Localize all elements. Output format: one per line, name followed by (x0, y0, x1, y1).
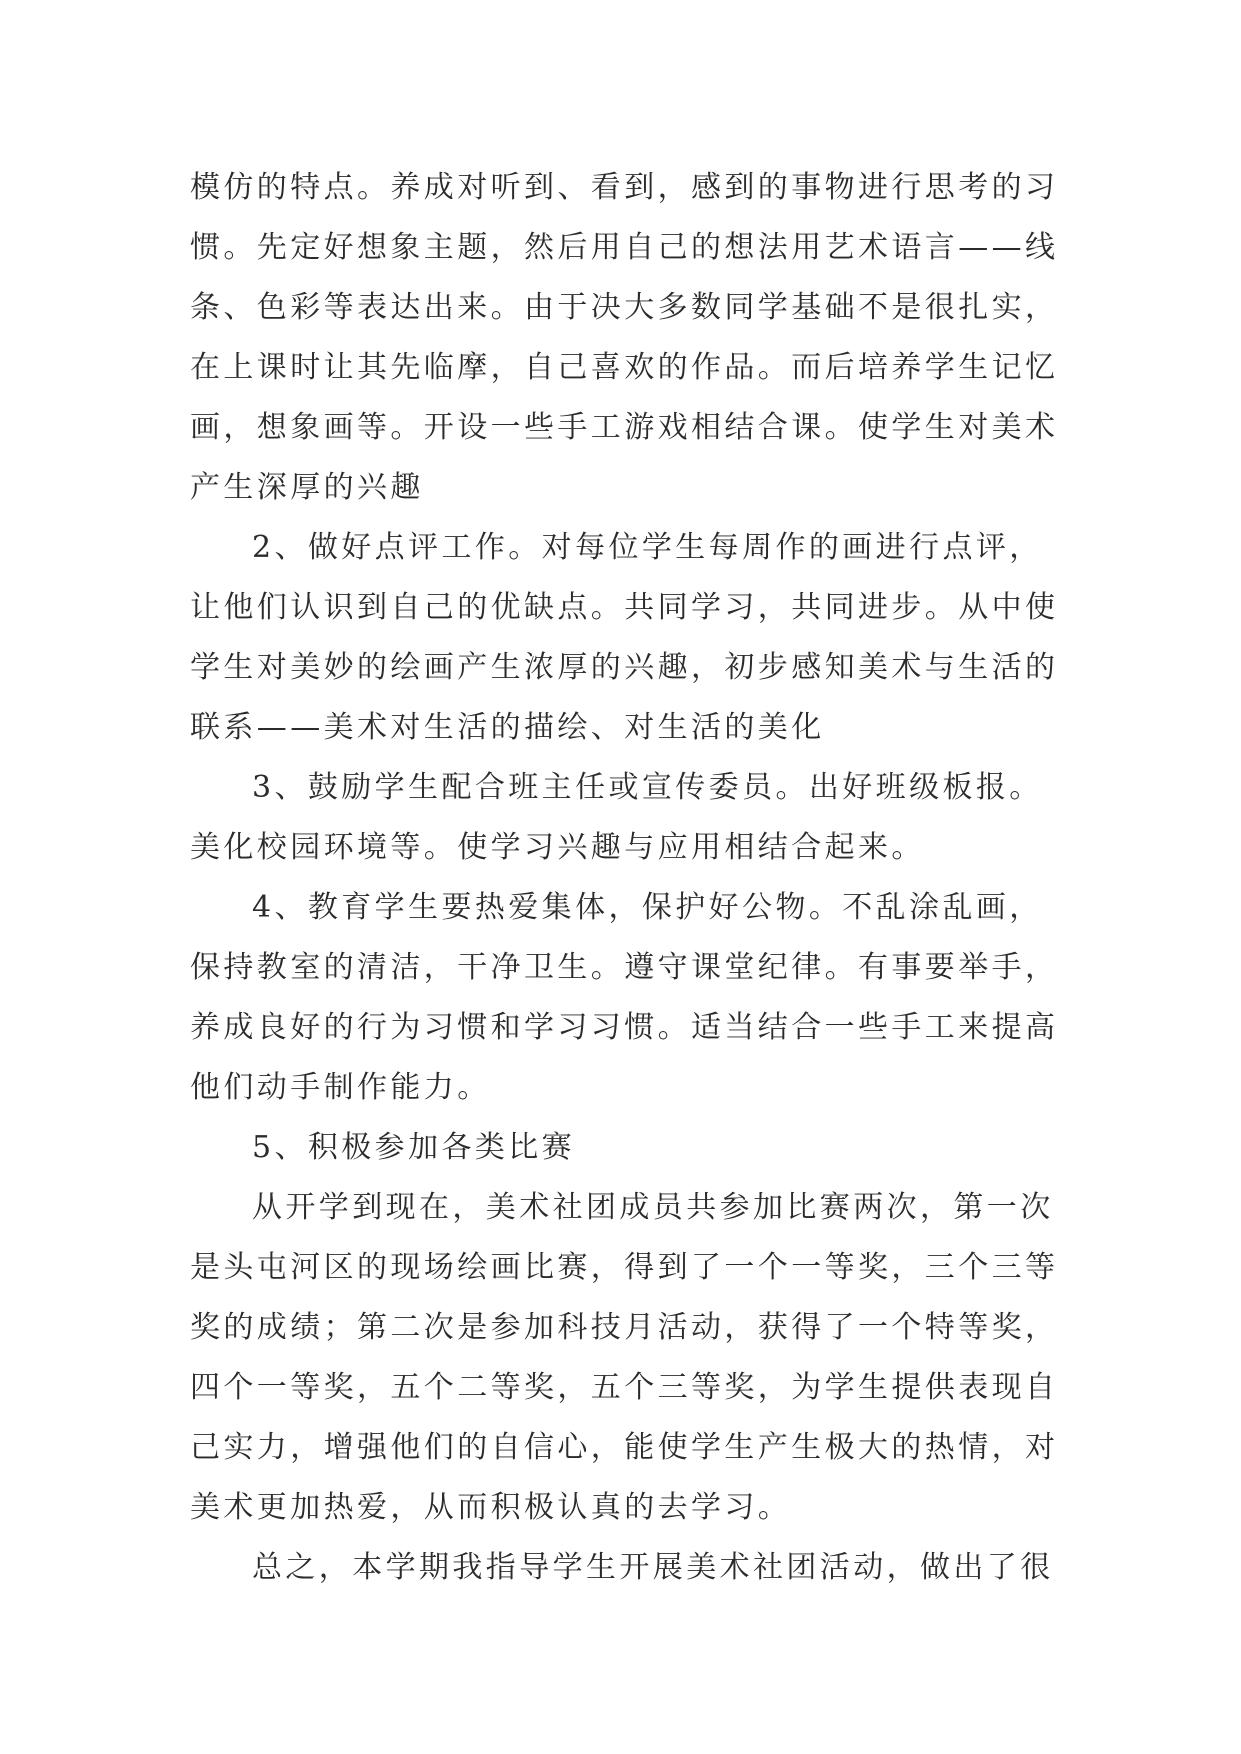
text-line: 是头屯河区的现场绘画比赛，得到了一个一等奖，三个三等 (190, 1250, 1059, 1285)
text-line: 他们动手制作能力。 (190, 1070, 491, 1105)
paragraph-start: 4、教育学生要热爱集体，保护好公物。不乱涂乱画， (252, 890, 1043, 925)
paragraph-start: 总之，本学期我指导学生开展美术社团活动，做出了很 (252, 1550, 1054, 1585)
text-line: 美化校园环境等。使学习兴趣与应用相结合起来。 (190, 830, 925, 865)
body-text (190, 158, 1070, 1598)
paragraph-start: 2、做好点评工作。对每位学生每周作的画进行点评， (252, 530, 1043, 565)
paragraph-start: 5、积极参加各类比赛 (252, 1130, 576, 1165)
text-line: 己实力，增强他们的自信心，能使学生产生极大的热情，对 (190, 1430, 1059, 1465)
text-line: 学生对美妙的绘画产生浓厚的兴趣，初步感知美术与生活的 (190, 650, 1059, 685)
text-line: 模仿的特点。养成对听到、看到，感到的事物进行思考的习 (190, 170, 1059, 205)
text-line: 四个一等奖，五个二等奖，五个三等奖，为学生提供表现自 (190, 1370, 1059, 1405)
paragraph-start: 从开学到现在，美术社团成员共参加比赛两次，第一次 (252, 1190, 1054, 1225)
text-line: 联系——美术对生活的描绘、对生活的美化 (190, 710, 825, 745)
text-line: 美术更加热爱，从而积极认真的去学习。 (190, 1490, 792, 1525)
paragraph-start: 3、鼓励学生配合班主任或宣传委员。出好班级板报。 (252, 770, 1043, 805)
text-line: 让他们认识到自己的优缺点。共同学习，共同进步。从中使 (190, 590, 1059, 625)
text-line: 画，想象画等。开设一些手工游戏相结合课。使学生对美术 (190, 410, 1059, 445)
text-line: 惯。先定好想象主题，然后用自己的想法用艺术语言——线 (190, 230, 1059, 265)
text-line: 养成良好的行为习惯和学习习惯。适当结合一些手工来提高 (190, 1010, 1059, 1045)
text-line: 在上课时让其先临摩，自己喜欢的作品。而后培养学生记忆 (190, 350, 1059, 385)
text-line: 保持教室的清洁，干净卫生。遵守课堂纪律。有事要举手， (190, 950, 1059, 985)
text-line: 奖的成绩；第二次是参加科技月活动，获得了一个特等奖， (190, 1310, 1059, 1345)
text-line: 条、色彩等表达出来。由于决大多数同学基础不是很扎实， (190, 290, 1059, 325)
text-line: 产生深厚的兴趣 (190, 470, 424, 505)
